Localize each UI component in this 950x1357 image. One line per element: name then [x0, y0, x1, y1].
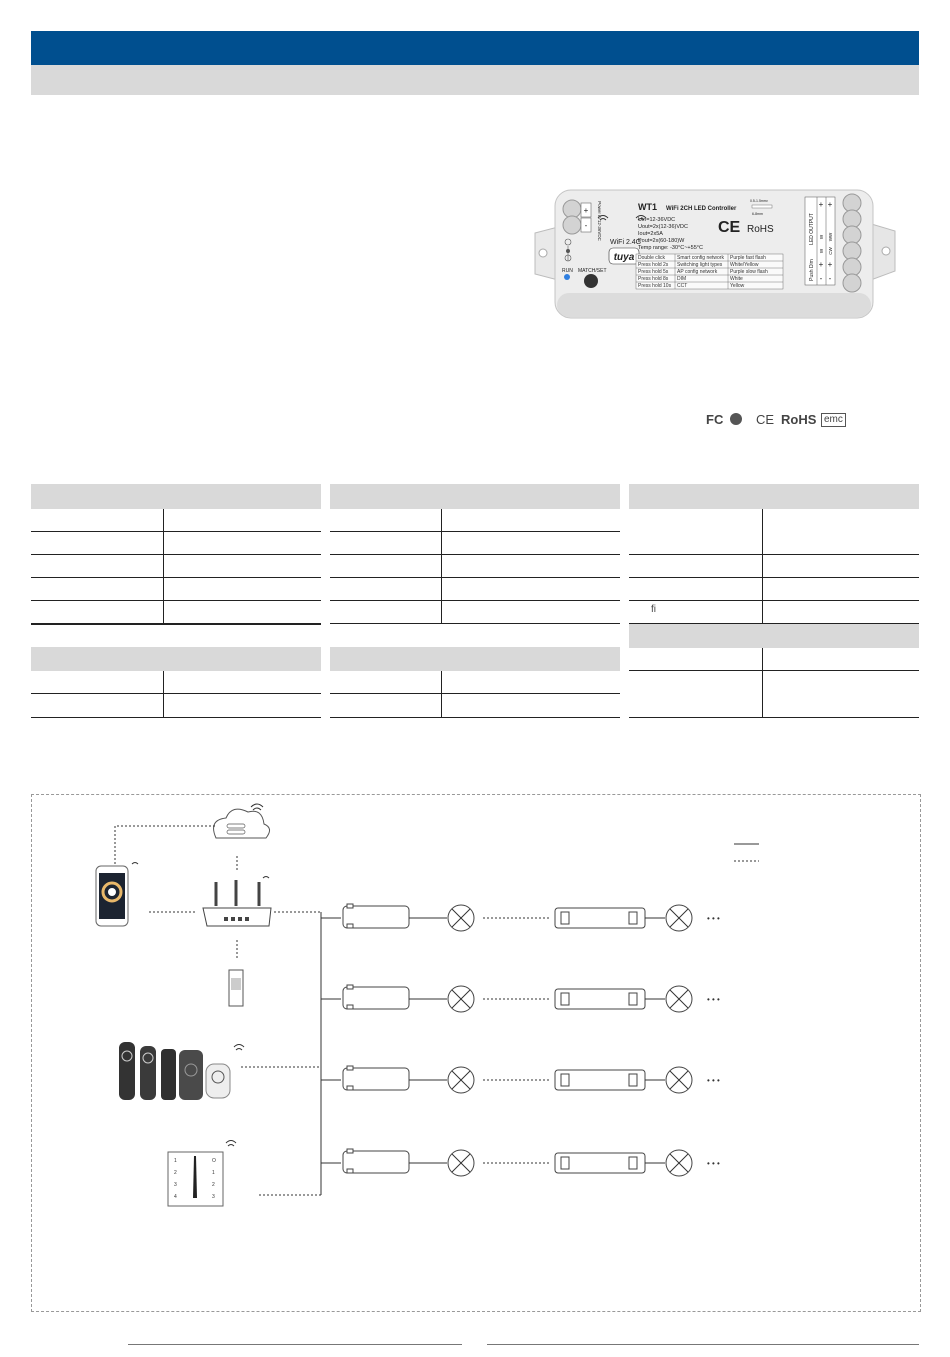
svg-text:2: 2 — [174, 1170, 177, 1176]
model-label: WT1 — [638, 202, 657, 212]
lamp-icon — [448, 905, 474, 931]
ce-mark: CE — [756, 412, 775, 427]
table-row — [629, 509, 919, 555]
table-header — [629, 484, 919, 509]
table-row — [330, 578, 620, 601]
channel-label: W — [819, 234, 824, 240]
table-header — [31, 647, 321, 671]
svg-text:O: O — [212, 1158, 216, 1164]
wire-size-label: 0.5-1.5mm² — [750, 199, 768, 203]
rohs-mark: RoHS — [781, 412, 817, 427]
tuya-logo: tuya — [613, 252, 635, 263]
svg-text:Smart config network: Smart config network — [677, 255, 724, 261]
rohs-mark: RoHS — [747, 224, 774, 235]
svg-text:Switching light types: Switching light types — [677, 262, 723, 268]
product-image — [530, 185, 900, 325]
table-header — [31, 484, 321, 509]
svg-text:+: + — [818, 260, 824, 269]
table-header — [629, 624, 919, 648]
svg-text:2: 2 — [212, 1182, 215, 1188]
output-row-2 — [343, 985, 720, 1012]
spec-table-2 — [330, 484, 620, 719]
output-row-1 — [343, 904, 720, 931]
table-row — [31, 509, 321, 532]
footer-rule-left — [128, 1344, 462, 1345]
svg-text:White: White — [730, 276, 743, 282]
table-row — [330, 532, 620, 555]
svg-text:Press hold 8s: Press hold 8s — [638, 276, 669, 282]
output-row-4 — [343, 1149, 720, 1176]
header-band — [31, 31, 919, 65]
continuation-ellipsis: • • • — [707, 1076, 720, 1085]
output-row-3 — [343, 1066, 720, 1093]
table-row — [629, 578, 919, 601]
svg-text:Double click: Double click — [638, 255, 665, 261]
svg-text:Press hold 5s: Press hold 5s — [638, 269, 669, 275]
svg-text:1: 1 — [174, 1158, 177, 1164]
table-row — [330, 555, 620, 578]
table-row — [31, 601, 321, 624]
lamp-icon — [448, 986, 474, 1012]
spec-line: Pout=2x(60-180)W — [638, 238, 685, 244]
svg-text:+: + — [818, 200, 824, 209]
continuation-ellipsis: • • • — [707, 1159, 720, 1168]
svg-text:Purple slow flash: Purple slow flash — [730, 269, 768, 275]
match-set-label: MATCH/SET — [578, 268, 607, 274]
svg-text:1: 1 — [212, 1170, 215, 1176]
table-row — [31, 555, 321, 578]
continuation-ellipsis: • • • — [707, 995, 720, 1004]
svg-text:+: + — [827, 200, 833, 209]
table-row — [629, 555, 919, 578]
svg-text:3: 3 — [174, 1182, 177, 1188]
svg-text:-: - — [819, 274, 823, 283]
table-row — [31, 623, 321, 625]
lamp-icon — [666, 1150, 692, 1176]
smartphone-icon — [96, 863, 138, 927]
remote-controls-icon — [119, 1042, 244, 1100]
wifi-label: WiFi 2.4G — [610, 239, 642, 246]
table-row — [330, 671, 620, 694]
table-header — [330, 484, 620, 509]
cloud-icon — [214, 804, 270, 838]
spec-line: Temp range: -30°C~+55°C — [638, 245, 703, 251]
table-row — [629, 671, 919, 718]
lamp-icon — [448, 1067, 474, 1093]
svg-text:CCT: CCT — [677, 283, 688, 289]
spec-line: Iout=2x5A — [638, 231, 663, 237]
table-row — [31, 694, 321, 718]
spec-table-3 — [629, 484, 919, 719]
subheader-band — [31, 65, 919, 95]
match-set-button[interactable] — [584, 274, 598, 288]
table-row — [629, 648, 919, 671]
svg-text:+: + — [827, 260, 833, 269]
led-output-label: LED OUTPUT — [809, 213, 815, 245]
wiring-diagram — [31, 794, 919, 1310]
svg-text:Press hold 2s: Press hold 2s — [638, 262, 669, 268]
lamp-icon — [666, 1067, 692, 1093]
product-name: WiFi 2CH LED Controller — [666, 206, 737, 212]
spec-line: Uin=12-36VDC — [638, 217, 676, 223]
svg-text:Press hold 10s: Press hold 10s — [638, 283, 672, 289]
router-icon — [203, 877, 271, 927]
svg-text:4: 4 — [174, 1194, 177, 1200]
table-row — [31, 532, 321, 555]
spec-line: Uout=2x(12-36)VDC — [638, 224, 688, 230]
table-header — [330, 647, 620, 671]
table-row — [330, 601, 620, 624]
table-row — [629, 601, 919, 624]
svg-text:DIM: DIM — [677, 276, 687, 282]
table-row — [330, 509, 620, 532]
svg-text:-: - — [828, 274, 832, 283]
run-label: RUN — [562, 268, 573, 274]
power-in-label: Power in 12-36VDC — [597, 201, 602, 241]
emc-mark: emc — [821, 413, 846, 427]
lamp-icon — [666, 986, 692, 1012]
table-row — [31, 671, 321, 694]
svg-text:Purple fast flash: Purple fast flash — [730, 255, 766, 261]
ce-mark: CE — [718, 219, 741, 236]
channel-label: CW — [828, 247, 833, 255]
run-led — [564, 274, 570, 280]
continuation-ellipsis: • • • — [707, 914, 720, 923]
lamp-icon — [448, 1150, 474, 1176]
strip-length-label: 6-8mm — [752, 212, 763, 216]
svg-text:3: 3 — [212, 1194, 215, 1200]
wall-switch-icon — [168, 1141, 236, 1207]
channel-label: W — [819, 248, 824, 254]
channel-label: WW — [828, 232, 833, 242]
svg-text:AP config network: AP config network — [677, 269, 718, 275]
svg-text:-: - — [584, 221, 588, 230]
function-table — [636, 254, 783, 289]
lamp-icon — [666, 905, 692, 931]
push-dim-label: Push Dim — [809, 259, 815, 281]
fcc-mark: FC — [706, 412, 724, 427]
c-tick-icon — [730, 413, 742, 425]
table-row — [31, 578, 321, 601]
stray-glyph: fi — [651, 604, 656, 615]
svg-text:White/Yellow: White/Yellow — [730, 262, 759, 268]
spec-table-1 — [31, 484, 321, 719]
certification-row — [706, 412, 851, 430]
svg-text:+: + — [583, 206, 589, 215]
remote-panel-icon — [229, 970, 243, 1006]
footer-rule-right — [487, 1344, 919, 1345]
svg-text:Yellow: Yellow — [730, 283, 745, 289]
table-row — [330, 694, 620, 718]
